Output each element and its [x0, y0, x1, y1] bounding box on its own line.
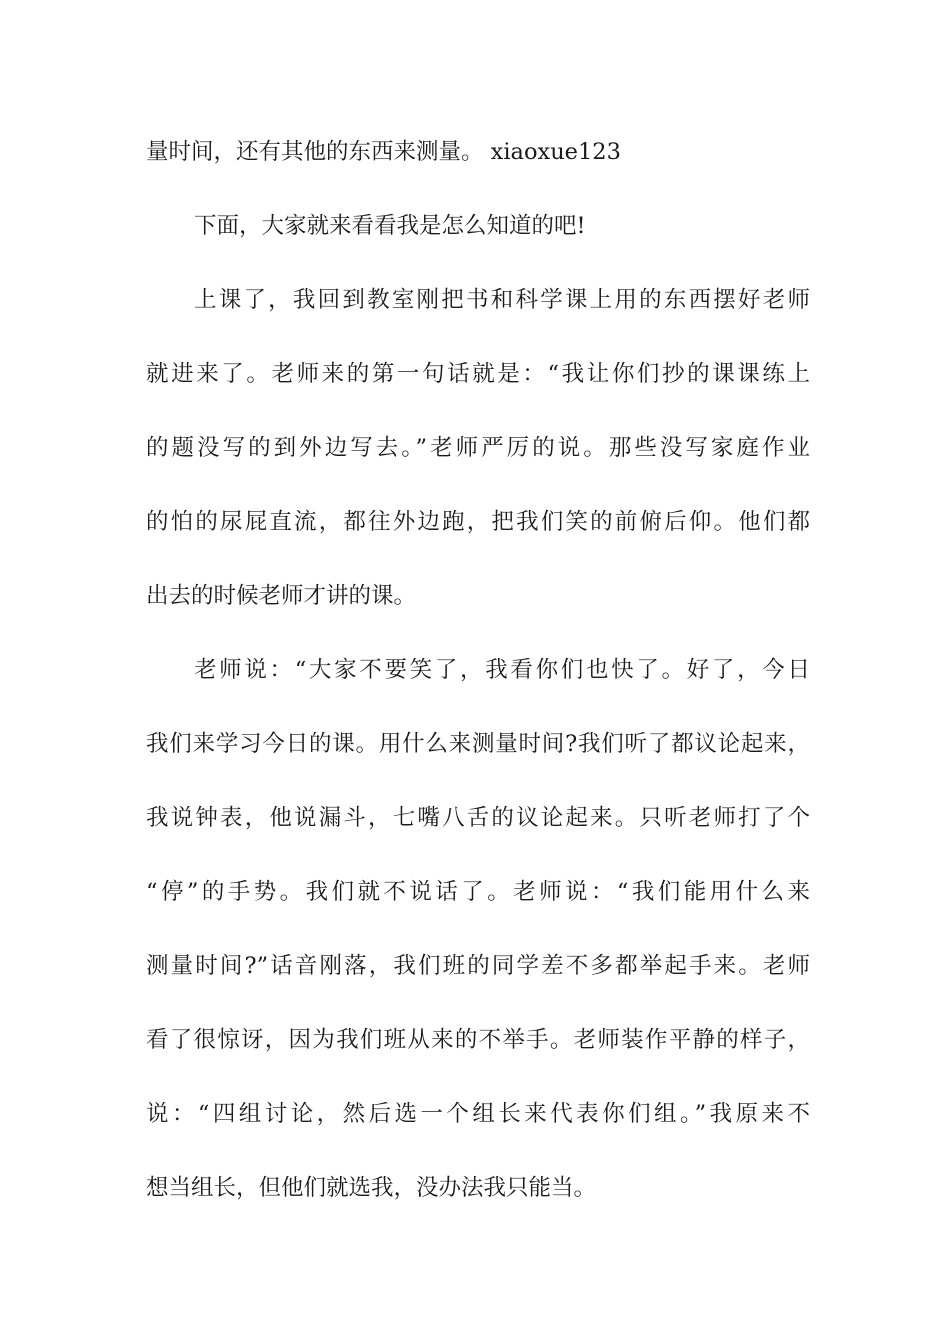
paragraph-first-line: 老师说：“大家不要笑了，我看你们也快了。好了，今日	[194, 657, 810, 683]
text-line: 说：“四组讨论，然后选一个组长来代表你们组。”我原来不	[146, 1101, 810, 1127]
text-line: 的怕的尿屁直流，都往外边跑，把我们笑的前俯后仰。他们都	[146, 509, 810, 535]
paragraph-first-line: 上课了，我回到教室刚把书和科学课上用的东西摆好老师	[194, 287, 810, 313]
text-line: 想当组长，但他们就选我，没办法我只能当。	[146, 1175, 597, 1201]
text-line: 的题没写的到外边写去。”老师严厉的说。那些没写家庭作业	[146, 435, 810, 461]
text-line: 就进来了。老师来的第一句话就是：“我让你们抄的课课练上	[146, 361, 810, 387]
text-line: 我说钟表，他说漏斗，七嘴八舌的议论起来。只听老师打了个	[146, 805, 810, 831]
paragraph-first-line: 下面，大家就来看看我是怎么知道的吧!	[194, 213, 586, 239]
text-line: “停”的手势。我们就不说话了。老师说：“我们能用什么来	[146, 879, 810, 905]
document-body	[146, 131, 826, 1241]
text-line: 测量时间?”话音刚落，我们班的同学差不多都举起手来。老师	[146, 953, 810, 979]
text-line: 量时间，还有其他的东西来测量。 xiaoxue123	[146, 139, 621, 165]
text-line: 出去的时候老师才讲的课。	[146, 583, 417, 609]
text-line: 我们来学习今日的课。用什么来测量时间?我们听了都议论起来，	[146, 731, 810, 757]
text-line: 看了很惊讶，因为我们班从来的不举手。老师装作平静的样子，	[146, 1027, 810, 1053]
